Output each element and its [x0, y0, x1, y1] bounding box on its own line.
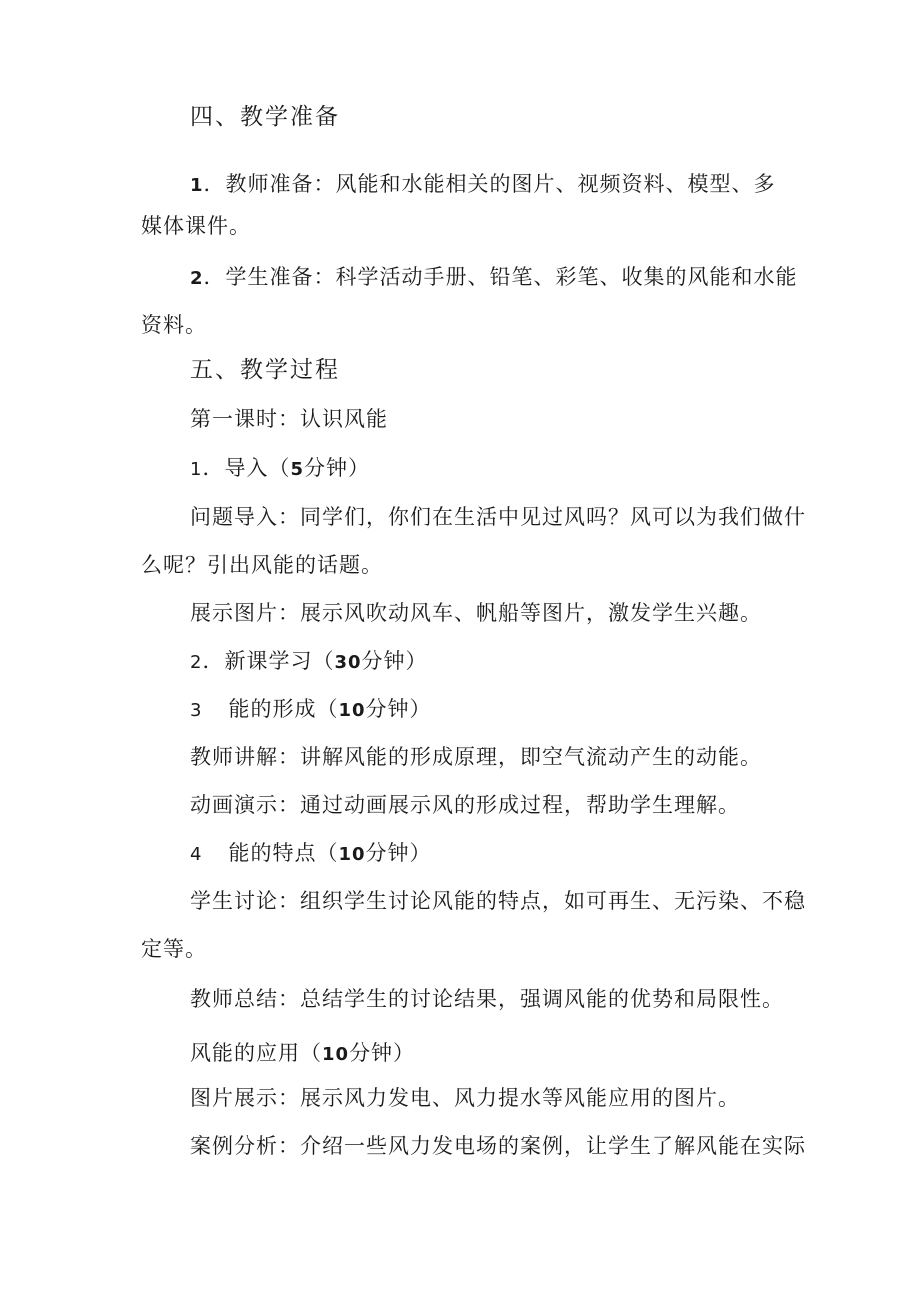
paragraph-teacher-preparation-line2: 媒体课件。 — [141, 214, 251, 238]
paragraph-teacher-summary: 教师总结：总结学生的讨论结果，强调风能的优势和局限性。 — [190, 987, 784, 1011]
item-number: 1 — [190, 459, 203, 480]
paragraph-text: ．学生准备：科学活动手册、铅笔、彩笔、收集的风能和水能 — [203, 265, 798, 289]
paragraph-question-line1: 问题导入：同学们，你们在生活中见过风吗？风可以为我们做什 — [190, 505, 806, 529]
item-number: 3 — [190, 700, 203, 721]
item-number: 1 — [190, 175, 204, 196]
paragraph-picture-show: 图片展示：展示风力发电、风力提水等风能应用的图片。 — [190, 1086, 740, 1110]
paragraph-student-preparation-line1 — [190, 264, 798, 292]
item-number: 2 — [190, 652, 203, 673]
paragraph-teacher-explain: 教师讲解：讲解风能的形成原理，即空气流动产生的动能。 — [190, 745, 762, 769]
item-number: 2 — [190, 268, 204, 289]
section-heading-process: 五、教学过程 — [190, 357, 340, 383]
paragraph-discussion-line1: 学生讨论：组织学生讨论风能的特点，如可再生、无污染、不稳 — [190, 889, 806, 913]
paragraph-question-line2: 么呢？引出风能的话题。 — [141, 553, 383, 577]
paragraph-discussion-line2: 定等。 — [141, 937, 207, 961]
paragraph-teacher-preparation-line1 — [190, 171, 776, 199]
paragraph-student-preparation-line2: 资料。 — [141, 313, 207, 337]
lesson-title: 第一课时：认识风能 — [190, 407, 388, 431]
step-intro: 1．导入（5分钟） — [190, 456, 370, 480]
item-number: 4 — [190, 844, 203, 865]
paragraph-show-pictures: 展示图片：展示风吹动风车、帆船等图片，激发学生兴趣。 — [190, 601, 762, 625]
step-formation: 3 能的形成（10分钟） — [190, 697, 432, 721]
paragraph-text: ．教师准备：风能和水能相关的图片、视频资料、模型、多 — [203, 172, 776, 196]
paragraph-animation: 动画演示：通过动画展示风的形成过程，帮助学生理解。 — [190, 793, 740, 817]
section-heading-preparation: 四、教学准备 — [190, 104, 340, 130]
step-new-lesson: 2．新课学习（30分钟） — [190, 649, 428, 673]
paragraph-case-analysis: 案例分析：介绍一些风力发电场的案例，让学生了解风能在实际 — [190, 1134, 806, 1158]
step-application: 风能的应用（10分钟） — [190, 1041, 416, 1065]
step-features: 4 能的特点（10分钟） — [190, 841, 432, 865]
